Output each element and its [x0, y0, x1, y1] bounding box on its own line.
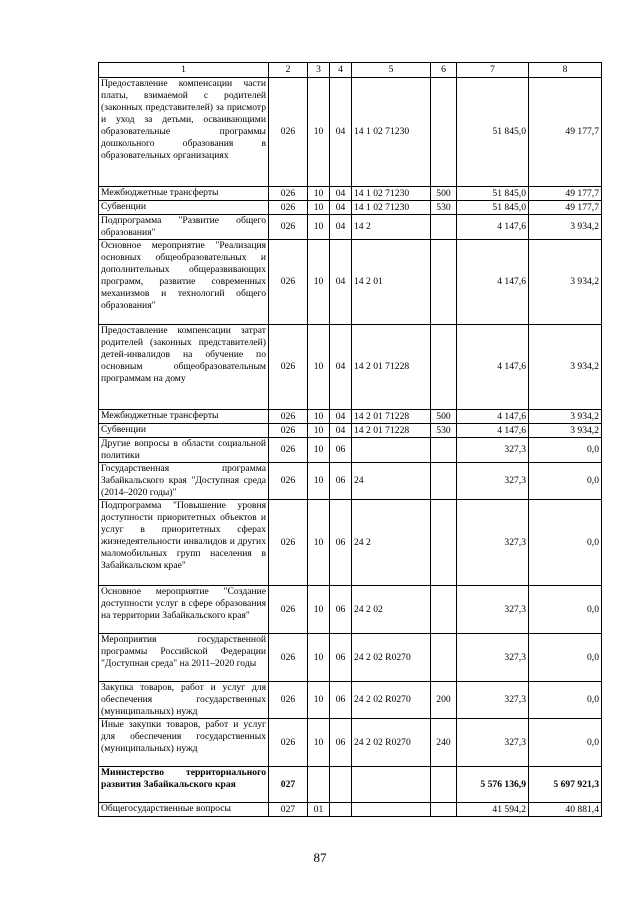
subsection-cell: 04: [330, 424, 352, 438]
section-cell: 10: [308, 682, 330, 719]
expense-type-cell: 200: [431, 682, 457, 719]
row-name-cell: Закупка товаров, работ и услуг для обеспечения государственных (муниципальных) нужд: [99, 682, 269, 719]
section-cell: 10: [308, 187, 330, 201]
amount-2019-cell: 4 147,6: [457, 215, 529, 240]
expense-type-cell: [431, 463, 457, 500]
section-cell: 10: [308, 215, 330, 240]
expense-type-cell: 240: [431, 719, 457, 767]
row-name-cell: Подпрограмма "Развитие общего образования": [99, 215, 269, 240]
expense-type-cell: [431, 78, 457, 187]
row-name-cell: Общегосударственные вопросы: [99, 803, 269, 817]
target-article-cell: [352, 767, 431, 803]
subsection-cell: 06: [330, 438, 352, 463]
table-row: [99, 438, 602, 463]
target-article-cell: 24: [352, 463, 431, 500]
section-cell: 10: [308, 719, 330, 767]
amount-2020-cell: 3 934,2: [529, 215, 602, 240]
target-article-cell: 14 2 01 71228: [352, 410, 431, 424]
subsection-cell: 04: [330, 325, 352, 410]
subsection-cell: [330, 767, 352, 803]
section-cell: 10: [308, 438, 330, 463]
section-cell: 10: [308, 500, 330, 586]
row-name-cell: Подпрограмма "Повышение уровня доступности приоритетных объектов и услуг в приоритетных сферах жизнедеятельности инвалидов и других маломобильных групп населения в Забайкальском крае": [99, 500, 269, 586]
amount-2020-cell: 3 934,2: [529, 410, 602, 424]
subsection-cell: [330, 803, 352, 817]
amount-2020-cell: 3 934,2: [529, 325, 602, 410]
amount-2019-cell: 4 147,6: [457, 325, 529, 410]
table-row: [99, 634, 602, 682]
amount-2020-cell: 49 177,7: [529, 201, 602, 215]
expense-type-cell: [431, 767, 457, 803]
amount-2020-cell: 5 697 921,3: [529, 767, 602, 803]
section-cell: 10: [308, 410, 330, 424]
code-admin-cell: 026: [269, 201, 308, 215]
expense-type-cell: 530: [431, 424, 457, 438]
code-admin-cell: 026: [269, 78, 308, 187]
code-admin-cell: 026: [269, 325, 308, 410]
code-admin-cell: 026: [269, 424, 308, 438]
table-body: [99, 63, 602, 817]
amount-2020-cell: 0,0: [529, 500, 602, 586]
code-admin-cell: 026: [269, 240, 308, 325]
amount-2020-cell: 49 177,7: [529, 78, 602, 187]
target-article-cell: 24 2 02 R0270: [352, 682, 431, 719]
code-admin-cell: 026: [269, 719, 308, 767]
table-row: [99, 201, 602, 215]
code-admin-cell: 027: [269, 767, 308, 803]
amount-2019-cell: 327,3: [457, 719, 529, 767]
row-name-cell: Предоставление компенсации затрат родителей (законных представителей) детей-инвалидов на обучение по основным общеобразовательным программам на дому: [99, 325, 269, 410]
row-name-cell: Другие вопросы в области социальной политики: [99, 438, 269, 463]
section-cell: 10: [308, 586, 330, 634]
target-article-cell: [352, 803, 431, 817]
subsection-cell: 04: [330, 187, 352, 201]
code-admin-cell: 026: [269, 215, 308, 240]
code-admin-cell: 026: [269, 682, 308, 719]
table-row: [99, 767, 602, 803]
table-row: [99, 586, 602, 634]
amount-2020-cell: 0,0: [529, 438, 602, 463]
table-row: [99, 78, 602, 187]
amount-2020-cell: 3 934,2: [529, 424, 602, 438]
target-article-cell: 14 1 02 71230: [352, 187, 431, 201]
subsection-cell: 04: [330, 215, 352, 240]
header-cell-1: 1: [99, 63, 269, 78]
subsection-cell: 06: [330, 586, 352, 634]
table-row: [99, 187, 602, 201]
header-cell-5: 5: [352, 63, 431, 78]
header-cell-8: 8: [529, 63, 602, 78]
target-article-cell: 14 2 01 71228: [352, 325, 431, 410]
target-article-cell: 14 2 01 71228: [352, 424, 431, 438]
header-cell-4: 4: [330, 63, 352, 78]
amount-2019-cell: 51 845,0: [457, 201, 529, 215]
target-article-cell: 14 1 02 71230: [352, 78, 431, 187]
table-row: [99, 803, 602, 817]
code-admin-cell: 026: [269, 410, 308, 424]
amount-2020-cell: 3 934,2: [529, 240, 602, 325]
expense-type-cell: [431, 500, 457, 586]
budget-table: [98, 62, 602, 817]
amount-2020-cell: 0,0: [529, 682, 602, 719]
header-cell-6: 6: [431, 63, 457, 78]
amount-2019-cell: 51 845,0: [457, 187, 529, 201]
amount-2020-cell: 0,0: [529, 634, 602, 682]
amount-2020-cell: 49 177,7: [529, 187, 602, 201]
subsection-cell: 04: [330, 78, 352, 187]
row-name-cell: Основное мероприятие "Реализация основных общеобразовательных и дополнительных общеразвивающих программ, развитие современных механизмов и технологий общего образования": [99, 240, 269, 325]
section-cell: 10: [308, 240, 330, 325]
expense-type-cell: [431, 803, 457, 817]
subsection-cell: 04: [330, 410, 352, 424]
section-cell: 10: [308, 424, 330, 438]
expense-type-cell: [431, 215, 457, 240]
amount-2019-cell: 5 576 136,9: [457, 767, 529, 803]
section-cell: 10: [308, 78, 330, 187]
amount-2020-cell: 0,0: [529, 586, 602, 634]
amount-2019-cell: 327,3: [457, 463, 529, 500]
expense-type-cell: 530: [431, 201, 457, 215]
row-name-cell: Субвенции: [99, 201, 269, 215]
table-row: [99, 424, 602, 438]
table-row: [99, 410, 602, 424]
target-article-cell: 24 2 02 R0270: [352, 634, 431, 682]
subsection-cell: 06: [330, 500, 352, 586]
expense-type-cell: [431, 325, 457, 410]
target-article-cell: [352, 438, 431, 463]
row-name-cell: Субвенции: [99, 424, 269, 438]
table-row: [99, 463, 602, 500]
target-article-cell: 14 2 01: [352, 240, 431, 325]
amount-2019-cell: 4 147,6: [457, 424, 529, 438]
table-row: [99, 719, 602, 767]
amount-2019-cell: 327,3: [457, 586, 529, 634]
expense-type-cell: 500: [431, 410, 457, 424]
amount-2019-cell: 41 594,2: [457, 803, 529, 817]
row-name-cell: Межбюджетные трансферты: [99, 187, 269, 201]
code-admin-cell: 026: [269, 634, 308, 682]
subsection-cell: 06: [330, 719, 352, 767]
row-name-cell: Мероприятия государственной программы Российской Федерации "Доступная среда" на 2011–2020 годы: [99, 634, 269, 682]
subsection-cell: 04: [330, 201, 352, 215]
table-row: [99, 215, 602, 240]
code-admin-cell: 026: [269, 586, 308, 634]
section-cell: 10: [308, 463, 330, 500]
amount-2020-cell: 40 881,4: [529, 803, 602, 817]
subsection-cell: 04: [330, 240, 352, 325]
row-name-cell: Государственная программа Забайкальского края "Доступная среда (2014–2020 годы)": [99, 463, 269, 500]
code-admin-cell: 026: [269, 187, 308, 201]
amount-2019-cell: 51 845,0: [457, 78, 529, 187]
expense-type-cell: [431, 240, 457, 325]
amount-2019-cell: 327,3: [457, 682, 529, 719]
target-article-cell: 24 2: [352, 500, 431, 586]
table-header-row: [99, 63, 602, 78]
table-row: [99, 240, 602, 325]
target-article-cell: 24 2 02: [352, 586, 431, 634]
row-name-cell: Предоставление компенсации части платы, взимаемой с родителей (законных представителей) за присмотр и уход за детьми, осваивающими образовательные программы дошкольного образования в образовательных организациях: [99, 78, 269, 187]
amount-2019-cell: 4 147,6: [457, 410, 529, 424]
subsection-cell: 06: [330, 463, 352, 500]
row-name-cell: Межбюджетные трансферты: [99, 410, 269, 424]
section-cell: 10: [308, 634, 330, 682]
expense-type-cell: [431, 634, 457, 682]
row-name-cell: Иные закупки товаров, работ и услуг для обеспечения государственных (муниципальных) нужд: [99, 719, 269, 767]
expense-type-cell: 500: [431, 187, 457, 201]
section-cell: 01: [308, 803, 330, 817]
target-article-cell: 14 1 02 71230: [352, 201, 431, 215]
table-row: [99, 500, 602, 586]
amount-2019-cell: 327,3: [457, 500, 529, 586]
code-admin-cell: 026: [269, 438, 308, 463]
subsection-cell: 06: [330, 682, 352, 719]
code-admin-cell: 026: [269, 463, 308, 500]
section-cell: [308, 767, 330, 803]
row-name-cell: Министерство территориального развития Забайкальского края: [99, 767, 269, 803]
section-cell: 10: [308, 325, 330, 410]
table-row: [99, 325, 602, 410]
table-row: [99, 682, 602, 719]
target-article-cell: 14 2: [352, 215, 431, 240]
header-cell-3: 3: [308, 63, 330, 78]
header-cell-2: 2: [269, 63, 308, 78]
expense-type-cell: [431, 438, 457, 463]
code-admin-cell: 026: [269, 500, 308, 586]
amount-2019-cell: 327,3: [457, 634, 529, 682]
expense-type-cell: [431, 586, 457, 634]
amount-2020-cell: 0,0: [529, 719, 602, 767]
subsection-cell: 06: [330, 634, 352, 682]
section-cell: 10: [308, 201, 330, 215]
target-article-cell: 24 2 02 R0270: [352, 719, 431, 767]
code-admin-cell: 027: [269, 803, 308, 817]
page-number: 87: [313, 850, 327, 865]
amount-2019-cell: 327,3: [457, 438, 529, 463]
amount-2020-cell: 0,0: [529, 463, 602, 500]
row-name-cell: Основное мероприятие "Создание доступности услуг в сфере образования на территории Забайкальского края": [99, 586, 269, 634]
header-cell-7: 7: [457, 63, 529, 78]
amount-2019-cell: 4 147,6: [457, 240, 529, 325]
